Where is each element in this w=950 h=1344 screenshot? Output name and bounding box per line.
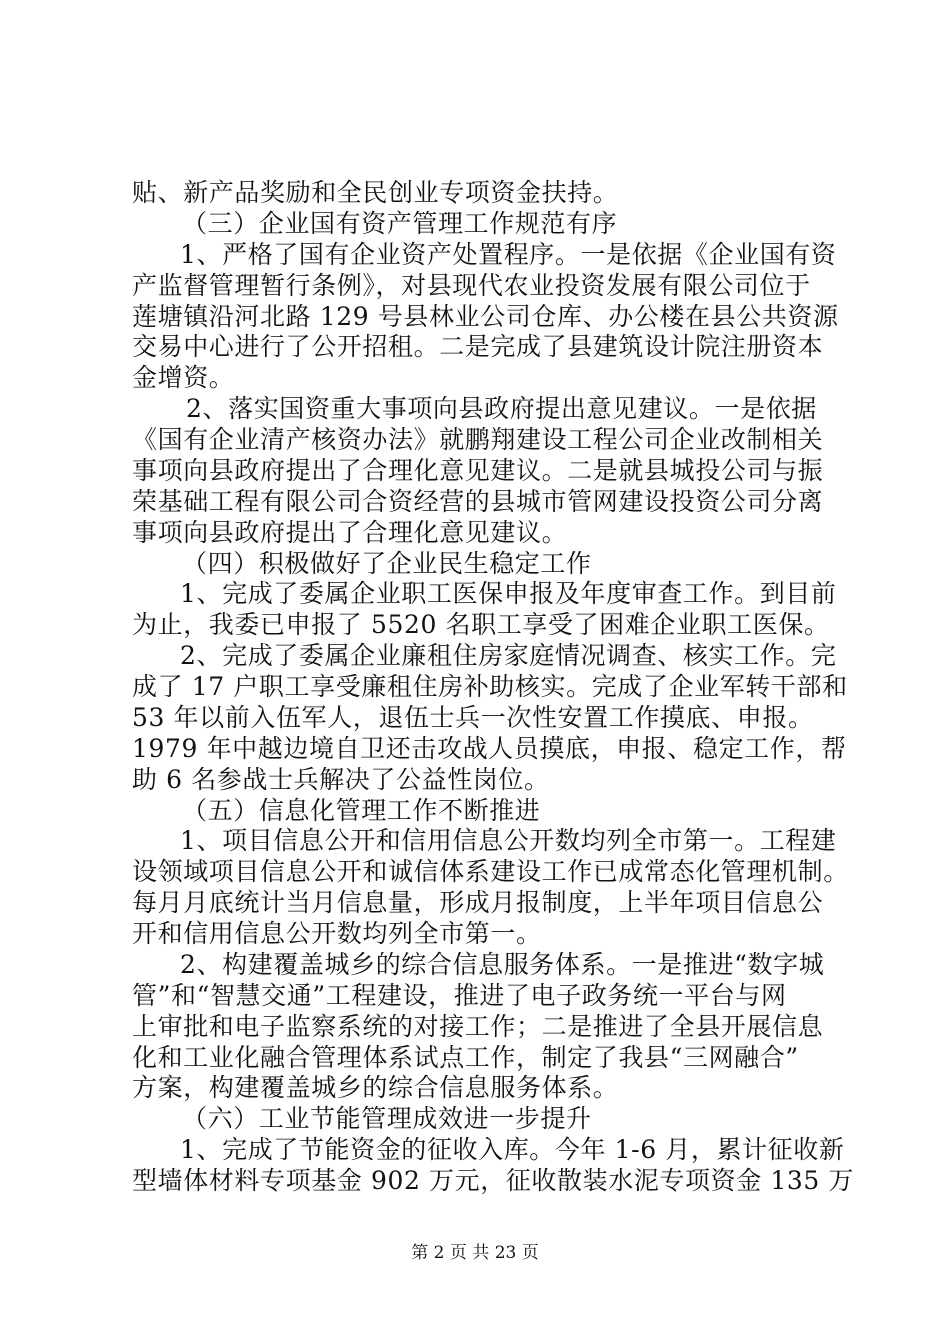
section-heading: （四）积极做好了企业民生稳定工作: [182, 549, 592, 578]
text-line: 方案，构建覆盖城乡的综合信息服务体系。: [132, 1073, 619, 1102]
text-line: 每月月底统计当月信息量，形成月报制度，上半年项目信息公: [132, 888, 824, 917]
section-heading: （五）信息化管理工作不断推进: [182, 796, 541, 825]
text-line: 1979 年中越边境自卫还击攻战人员摸底，申报、稳定工作，帮: [132, 734, 847, 763]
text-line: 化和工业化融合管理体系试点工作，制定了我县“三网融合”: [132, 1043, 799, 1072]
text-line: 53 年以前入伍军人，退伍士兵一次性安置工作摸底、申报。: [132, 703, 814, 732]
text-line: 1、完成了委属企业职工医保申报及年度审查工作。到目前: [180, 579, 837, 608]
text-line: 设领域项目信息公开和诚信体系建设工作已成常态化管理机制。: [132, 857, 849, 886]
text-line: 2、构建覆盖城乡的综合信息服务体系。一是推进“数字城: [180, 950, 825, 979]
text-line: 事项向县政府提出了合理化意见建议。: [132, 518, 568, 547]
text-line: 型墙体材料专项基金 902 万元，征收散装水泥专项资金 135 万: [132, 1166, 855, 1195]
text-line: 2、落实国资重大事项向县政府提出意见建议。一是依据: [186, 394, 817, 423]
text-line: 开和信用信息公开数均列全市第一。: [132, 919, 542, 948]
text-line: 管”和“智慧交通”工程建设，推进了电子政务统一平台与网: [132, 981, 787, 1010]
text-line: 贴、新产品奖励和全民创业专项资金扶持。: [132, 178, 619, 207]
text-line: 事项向县政府提出了合理化意见建议。二是就县城投公司与振: [132, 456, 824, 485]
text-line: 1、完成了节能资金的征收入库。今年 1-6 月，累计征收新: [180, 1135, 845, 1164]
text-line: 上审批和电子监察系统的对接工作；二是推进了全县开展信息: [132, 1012, 824, 1041]
page-number-footer: 第 2 页 共 23 页: [411, 1243, 539, 1263]
text-line: 成了 17 户职工享受廉租住房补助核实。完成了企业军转干部和: [132, 672, 848, 701]
text-line: 1、严格了国有企业资产处置程序。一是依据《企业国有资: [180, 240, 837, 269]
text-line: 2、完成了委属企业廉租住房家庭情况调查、核实工作。完: [180, 641, 837, 670]
text-line: 产监督管理暂行条例》，对县现代农业投资发展有限公司位于: [132, 271, 811, 300]
text-line: 莲塘镇沿河北路 129 号县林业公司仓库、办公楼在县公共资源: [132, 302, 839, 331]
text-line: 为止，我委已申报了 5520 名职工享受了困难企业职工医保。: [132, 610, 830, 639]
section-heading: （六）工业节能管理成效进一步提升: [182, 1104, 592, 1133]
text-line: 交易中心进行了公开招租。二是完成了县建筑设计院注册资本: [132, 332, 824, 361]
text-line: 《国有企业清产核资办法》就鹏翔建设工程公司企业改制相关: [132, 425, 824, 454]
text-line: 荣基础工程有限公司合资经营的县城市管网建设投资公司分离: [132, 487, 824, 516]
text-line: 助 6 名参战士兵解决了公益性岗位。: [132, 765, 550, 794]
text-line: 1、项目信息公开和信用信息公开数均列全市第一。工程建: [180, 826, 837, 855]
text-line: 金增资。: [132, 363, 235, 392]
section-heading: （三）企业国有资产管理工作规范有序: [182, 209, 618, 238]
